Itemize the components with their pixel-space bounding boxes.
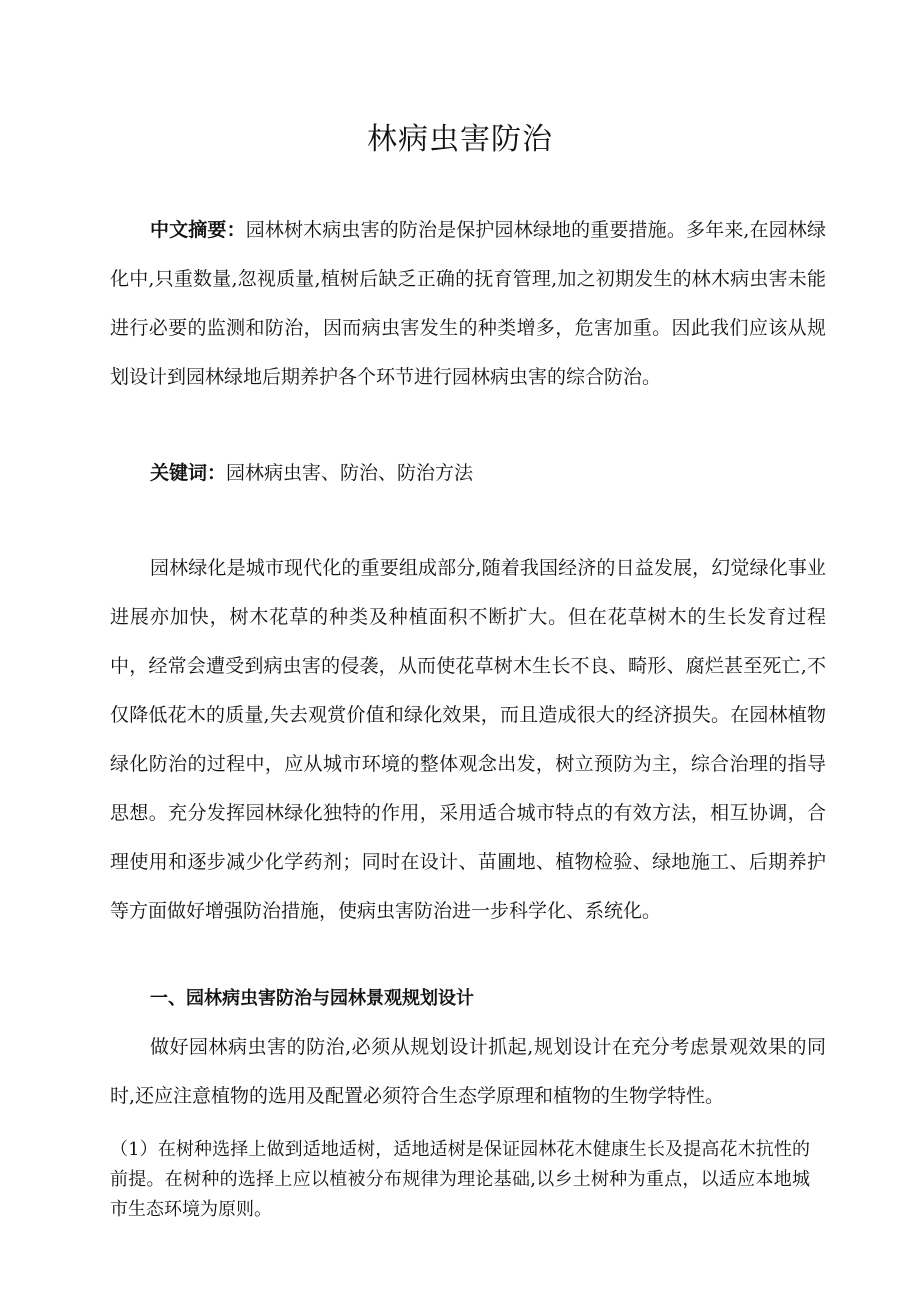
abstract-label: 中文摘要： — [150, 219, 246, 241]
keywords-label: 关键词： — [150, 462, 227, 484]
section-1-item-1: （1）在树种选择上做到适地适树，适地适树是保证园林花木健康生长及提高花木抗性的前提。在树种的选择上应以植被分布规律为理论基础,以乡土树种为重点，以适应本地城市生态环境为原则。 — [110, 1139, 810, 1220]
section-1-heading: 一、园林病虫害防治与园林景观规划设计 — [150, 988, 474, 1009]
section-1-paragraph: 做好园林病虫害的防治,必须从规划设计抓起,规划设计在充分考虑景观效果的同时,还应注意植物的选用及配置必须符合生态学原理和植物的生物学特性。 — [110, 1036, 826, 1107]
page-title: 林病虫害防治 — [367, 122, 553, 157]
body-paragraph-1: 园林绿化是城市现代化的重要组成部分,随着我国经济的日益发展，幻觉绿化事业进展亦加快，树木花草的种类及种植面积不断扩大。但在花草树木的生长发育过程中，经常会遭受到病虫害的侵袭，从而使花草树木生长不良、畸形、腐烂甚至死亡,不仅降低花木的质量,失去观赏价值和绿化效果，而且造成很大的经济损失。在园林植物绿化防治的过程中，应从城市环境的整体观念出发，树立预防为主，综合治理的指导思想。充分发挥园林绿化独特的作用，采用适合城市特点的有效方法，相互协调，合理使用和逐步减少化学药剂；同时在设计、苗圃地、植物检验、绿地施工、后期养护等方面做好增强防治措施，使病虫害防治进一步科学化、系统化。 — [110, 557, 826, 922]
abstract-paragraph — [110, 206, 826, 402]
keywords-text: 园林病虫害、防治、防治方法 — [226, 462, 474, 484]
abstract-text: 园林树木病虫害的防治是保护园林绿地的重要措施。多年来,在园林绿化中,只重数量,忽视质量,植树后缺乏正确的抚育管理,加之初期发生的林木病虫害未能进行必要的监测和防治，因而病虫害发生的种类增多，危害加重。因此我们应该从规划设计到园林绿地后期养护各个环节进行园林病虫害的综合防治。 — [110, 219, 826, 388]
keywords-paragraph — [110, 449, 826, 498]
